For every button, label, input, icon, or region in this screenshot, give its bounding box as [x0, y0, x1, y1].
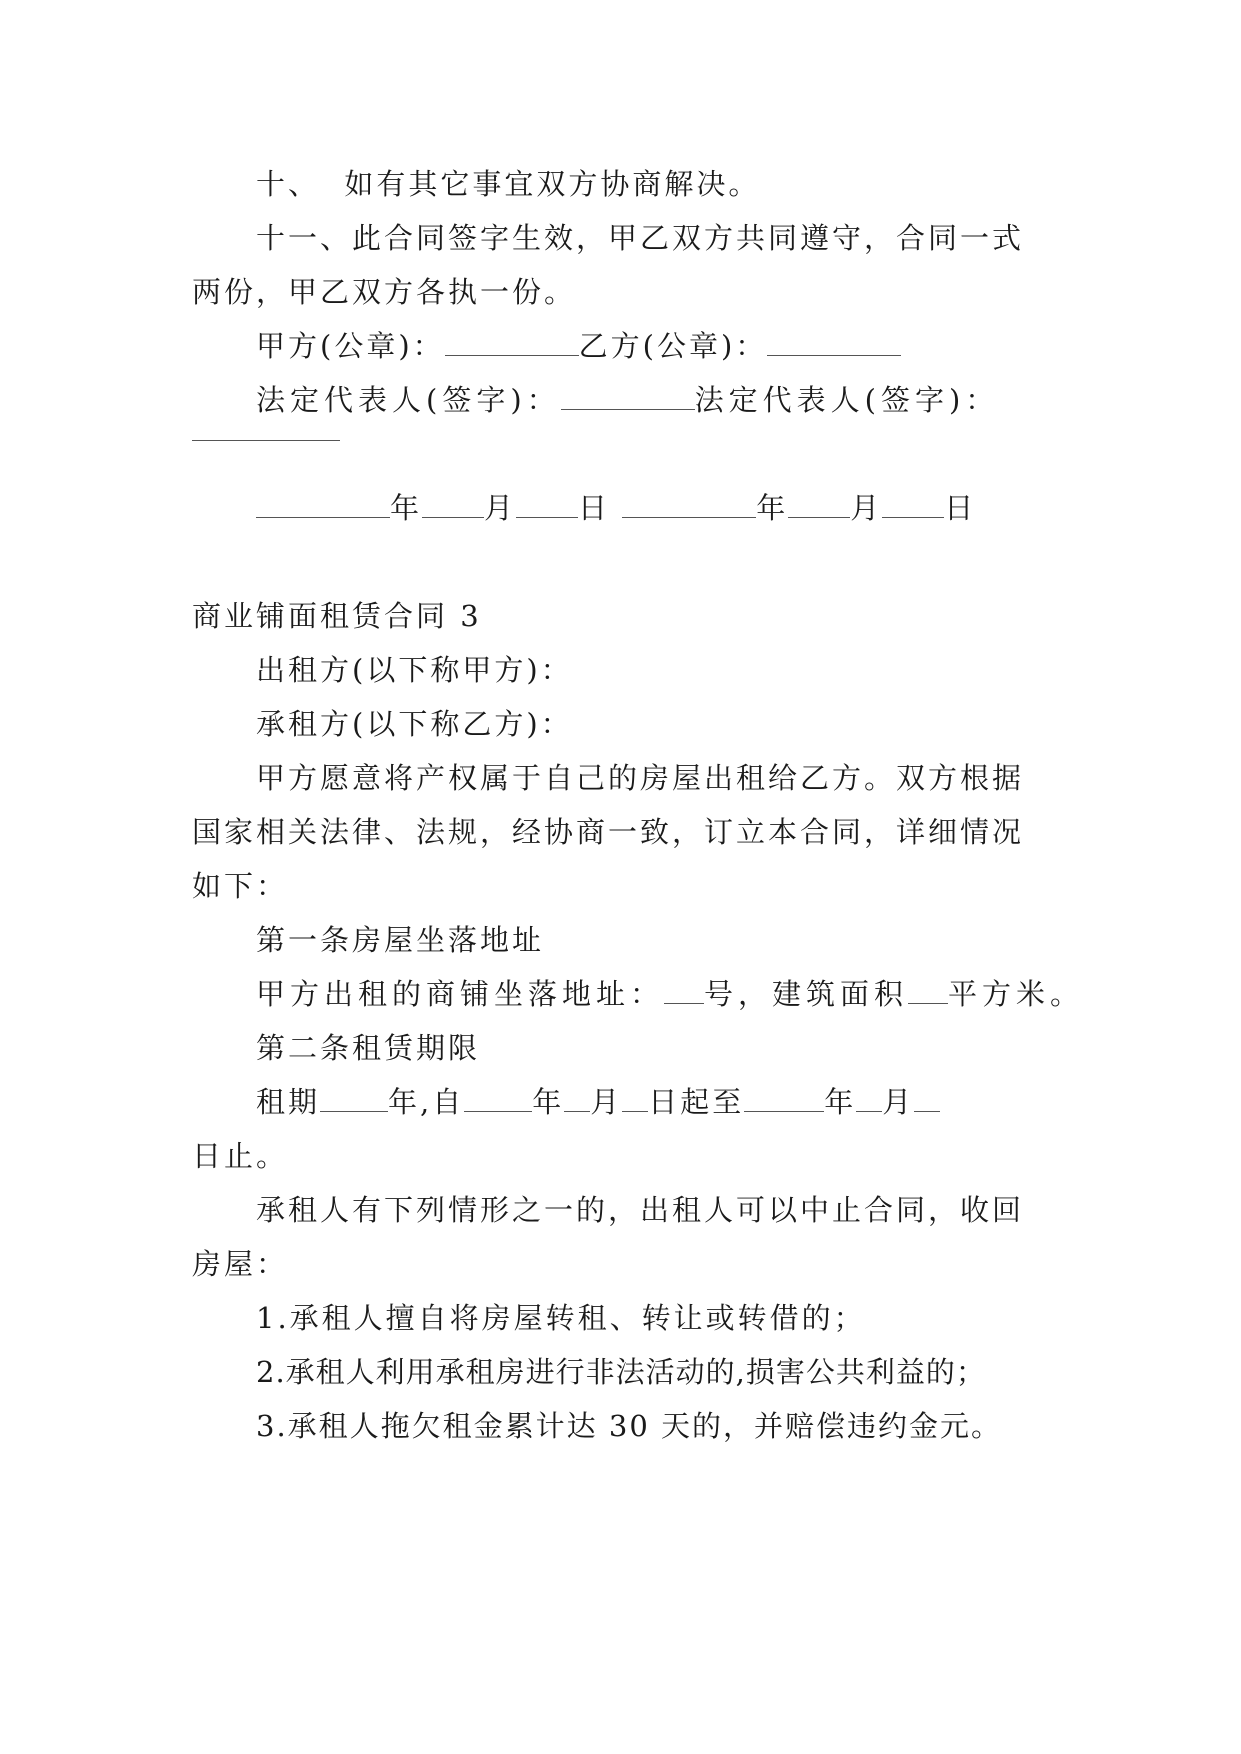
term-years-blank: [320, 1089, 388, 1112]
year-label: 年: [532, 1085, 565, 1119]
end-day-blank: [914, 1089, 940, 1112]
month-label: 月: [590, 1085, 623, 1119]
date-b-year-blank: [622, 495, 756, 518]
date-a-month-blank: [422, 495, 484, 518]
party-a-rep-label: 法定代表人(签字)：: [256, 383, 561, 417]
party-a-rep-blank: [561, 387, 695, 410]
until-label: 日起至: [648, 1085, 745, 1119]
clause-11-line-2: 两份，甲乙双方各执一份。: [192, 275, 577, 309]
party-a-seal-label: 甲方(公章)：: [256, 329, 445, 363]
article-1-heading: 第一条房屋坐落地址: [256, 923, 545, 957]
day-label: 日: [578, 491, 611, 525]
termination-line-2: 房屋：: [192, 1247, 289, 1281]
article-2-heading: 第二条租赁期限: [256, 1031, 481, 1065]
lessor-line: 出租方(以下称甲方)：: [256, 653, 573, 687]
termination-item-2: 2.承租人利用承租房进行非法活动的,损害公共利益的；: [256, 1355, 986, 1389]
legal-rep-line: [256, 380, 1072, 420]
date-a-day-blank: [516, 495, 578, 518]
month-label: 月: [850, 491, 883, 525]
party-b-rep-blank: [192, 440, 340, 441]
start-day-blank: [622, 1089, 648, 1112]
start-year-blank: [464, 1089, 532, 1112]
party-b-seal-label: 乙方(公章)：: [578, 329, 768, 363]
lease-term-line: [256, 1082, 1072, 1122]
date-b-day-blank: [882, 495, 944, 518]
address-line: [256, 974, 1085, 1014]
area-label: 号，建筑面积: [704, 977, 909, 1011]
clause-11-line-1: 十一、此合同签字生效，甲乙双方共同遵守，合同一式: [256, 221, 1025, 255]
intro-line-2: 国家相关法律、法规，经协商一致，订立本合同，详细情况: [192, 815, 1025, 849]
termination-line-1: 承租人有下列情形之一的，出租人可以中止合同，收回: [256, 1193, 1025, 1227]
year-label: 年: [824, 1085, 857, 1119]
party-a-seal-blank: [445, 333, 579, 356]
intro-line-3: 如下：: [192, 869, 289, 903]
end-year-blank: [744, 1089, 824, 1112]
address-label: 甲方出租的商铺坐落地址：: [256, 977, 665, 1011]
address-number-blank: [664, 981, 704, 1004]
month-label: 月: [882, 1085, 915, 1119]
date-a-year-blank: [256, 495, 390, 518]
end-month-blank: [856, 1089, 882, 1112]
party-b-rep-label: 法定代表人(签字)：: [694, 383, 1000, 417]
from-label: 年,自: [388, 1085, 465, 1119]
termination-item-3: 3.承租人拖欠租金累计达 30 天的，并赔偿违约金元。: [256, 1409, 1003, 1443]
day-label: 日: [944, 491, 977, 525]
clause-10: 十、 如有其它事宜双方协商解决。: [256, 167, 761, 201]
contract-title: 商业铺面租赁合同 3: [192, 599, 482, 633]
seal-line: [256, 326, 1072, 366]
area-unit: 平方米。: [948, 977, 1085, 1011]
termination-item-1: 1.承租人擅自将房屋转租、转让或转借的；: [256, 1301, 866, 1335]
month-label: 月: [484, 491, 517, 525]
intro-line-1: 甲方愿意将产权属于自己的房屋出租给乙方。双方根据: [256, 761, 1025, 795]
lessee-line: 承租方(以下称乙方)：: [256, 707, 573, 741]
date-line: [256, 488, 1072, 528]
year-label: 年: [756, 491, 789, 525]
year-label: 年: [390, 491, 423, 525]
date-b-month-blank: [788, 495, 850, 518]
term-label: 租期: [256, 1085, 321, 1119]
lease-term-end: 日止。: [192, 1139, 289, 1173]
party-b-seal-blank: [767, 333, 901, 356]
start-month-blank: [564, 1089, 590, 1112]
area-blank: [908, 981, 948, 1004]
